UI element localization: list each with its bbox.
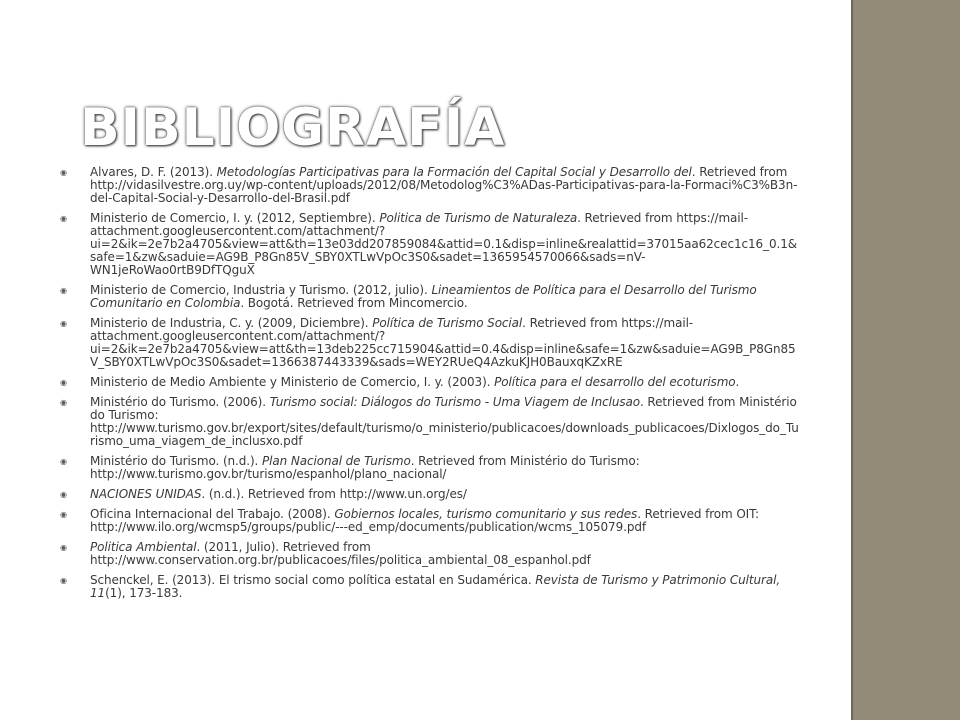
reference-segment: Ministerio de Medio Ambiente y Ministerio de Comercio, I. y. (2003).	[90, 375, 495, 389]
circled-bullet-icon: ◉	[60, 457, 67, 466]
circled-bullet-icon: ◉	[60, 543, 67, 552]
reference-text	[90, 487, 467, 501]
reference-text	[90, 283, 757, 310]
reference-item	[58, 212, 800, 277]
reference-item	[58, 541, 800, 567]
reference-item	[58, 508, 800, 534]
reference-segment: Ministerio de Comercio, I. y. (2012, Septiembre).	[90, 211, 380, 225]
reference-segment: . Retrieved from OIT: http://www.ilo.org/wcmsp5/groups/public/---ed_emp/documents/publication/wcms_105079.pdf	[90, 507, 759, 534]
reference-text	[90, 507, 759, 534]
circled-bullet-icon: ◉	[60, 576, 67, 585]
reference-segment: (1), 173-183.	[105, 586, 183, 600]
reference-segment: . (n.d.). Retrieved from http://www.un.org/es/	[201, 487, 467, 501]
reference-italic-segment: Politica de Turismo de Naturaleza	[379, 211, 578, 225]
reference-item	[58, 574, 800, 600]
reference-text	[90, 395, 799, 448]
circled-bullet-icon: ◉	[60, 378, 67, 387]
reference-segment: . Retrieved from Ministério do Turismo: http://www.turismo.gov.br/turismo/espanhol/plano_nacional/	[90, 454, 640, 481]
reference-italic-segment: NACIONES UNIDAS	[90, 487, 202, 501]
reference-text	[90, 540, 591, 567]
reference-segment: Schenckel, E. (2013). El trismo social como política estatal en Sudamérica.	[90, 573, 536, 587]
reference-list	[58, 166, 800, 607]
reference-segment: . Retrieved from Ministério do Turismo: http://www.turismo.gov.br/export/sites/default/turismo/o_ministerio/publicacoes/downloads_publicacoes/Dixlogos_do_Turismo_uma_viagem_de_inclusxo.pdf	[90, 395, 799, 448]
reference-item	[58, 396, 800, 448]
reference-italic-segment: Plan Nacional de Turismo	[262, 454, 411, 468]
reference-italic-segment: Política de Turismo Social	[372, 316, 523, 330]
reference-segment: .	[735, 375, 740, 389]
reference-italic-segment: Politica Ambiental	[90, 540, 197, 554]
reference-item	[58, 284, 800, 310]
reference-segment: Oficina Internacional del Trabajo. (2008).	[90, 507, 335, 521]
circled-bullet-icon: ◉	[60, 319, 67, 328]
reference-segment: Ministerio de Comercio, Industria y Turismo. (2012, julio).	[90, 283, 432, 297]
reference-italic-segment: Revista de Turismo y Patrimonio Cultural, 11	[90, 573, 781, 600]
circled-bullet-icon: ◉	[60, 490, 67, 499]
circled-bullet-icon: ◉	[60, 510, 67, 519]
reference-item	[58, 166, 800, 205]
circled-bullet-icon: ◉	[60, 398, 67, 407]
reference-italic-segment: Metodologías Participativas para la Formación del Capital Social y Desarrollo del	[216, 165, 692, 179]
reference-text	[90, 573, 780, 600]
reference-text	[90, 375, 739, 389]
circled-bullet-icon: ◉	[60, 168, 67, 177]
reference-item	[58, 455, 800, 481]
reference-text	[90, 211, 797, 277]
reference-text	[90, 165, 797, 205]
circled-bullet-icon: ◉	[60, 286, 67, 295]
reference-italic-segment: Turismo social: Diálogos do Turismo - Uma Viagem de Inclusao	[269, 395, 640, 409]
reference-segment: Ministerio de Industria, C. y. (2009, Diciembre).	[90, 316, 373, 330]
reference-item	[58, 317, 800, 369]
reference-segment: . Retrieved from http://vidasilvestre.org.uy/wp-content/uploads/2012/08/Metodolog%C3%ADas-Participativas-para-la-Formaci%C3%B3n-del-Capital-Social-y-Desarrollo-del-Brasil.pdf	[90, 165, 798, 205]
reference-segment: Alvares, D. F. (2013).	[90, 165, 217, 179]
reference-text	[90, 316, 796, 369]
reference-segment: . Bogotá. Retrieved from Mincomercio.	[240, 296, 468, 310]
side-decorative-panel	[851, 0, 960, 720]
reference-segment: Ministério do Turismo. (n.d.).	[90, 454, 262, 468]
reference-item	[58, 376, 800, 389]
reference-segment: . Retrieved from https://mail-attachment.googleusercontent.com/attachment/?ui=2&ik=2e7b2a4705&view=att&th=13e03dd207859084&attid=0.1&disp=inline&realattid=37015aa62cec1c16_0.1&safe=1&zw&saduie=AG9B_P8Gn85V_SBY0XTLwVpOc3S0&sadet=1365954570066&sads=nV-WN1jeRoWao0rtB9DfTQguX	[90, 211, 798, 277]
reference-italic-segment: Gobiernos locales, turismo comunitario y sus redes	[334, 507, 638, 521]
reference-text	[90, 454, 640, 481]
reference-segment: . (2011, Julio). Retrieved from http://www.conservation.org.br/publicacoes/files/politica_ambiental_08_espanhol.pdf	[90, 540, 591, 567]
reference-item	[58, 488, 800, 501]
reference-segment: . Retrieved from https://mail-attachment.googleusercontent.com/attachment/?ui=2&ik=2e7b2a4705&view=att&th=13deb225cc715904&attid=0.4&disp=inline&safe=1&zw&saduie=AG9B_P8Gn85V_SBY0XTLwVpOc3S0&sadet=1366387443339&sads=WEY2RUeQ4AzkuKJH0BauxqKZxRE	[90, 316, 796, 369]
circled-bullet-icon: ◉	[60, 214, 67, 223]
slide-title: BIBLIOGRAFÍA	[80, 98, 506, 158]
reference-italic-segment: Política para el desarrollo del ecoturismo	[494, 375, 736, 389]
reference-segment: Ministério do Turismo. (2006).	[90, 395, 270, 409]
reference-italic-segment: Lineamientos de Política para el Desarrollo del Turismo Comunitario en Colombia	[90, 283, 757, 310]
